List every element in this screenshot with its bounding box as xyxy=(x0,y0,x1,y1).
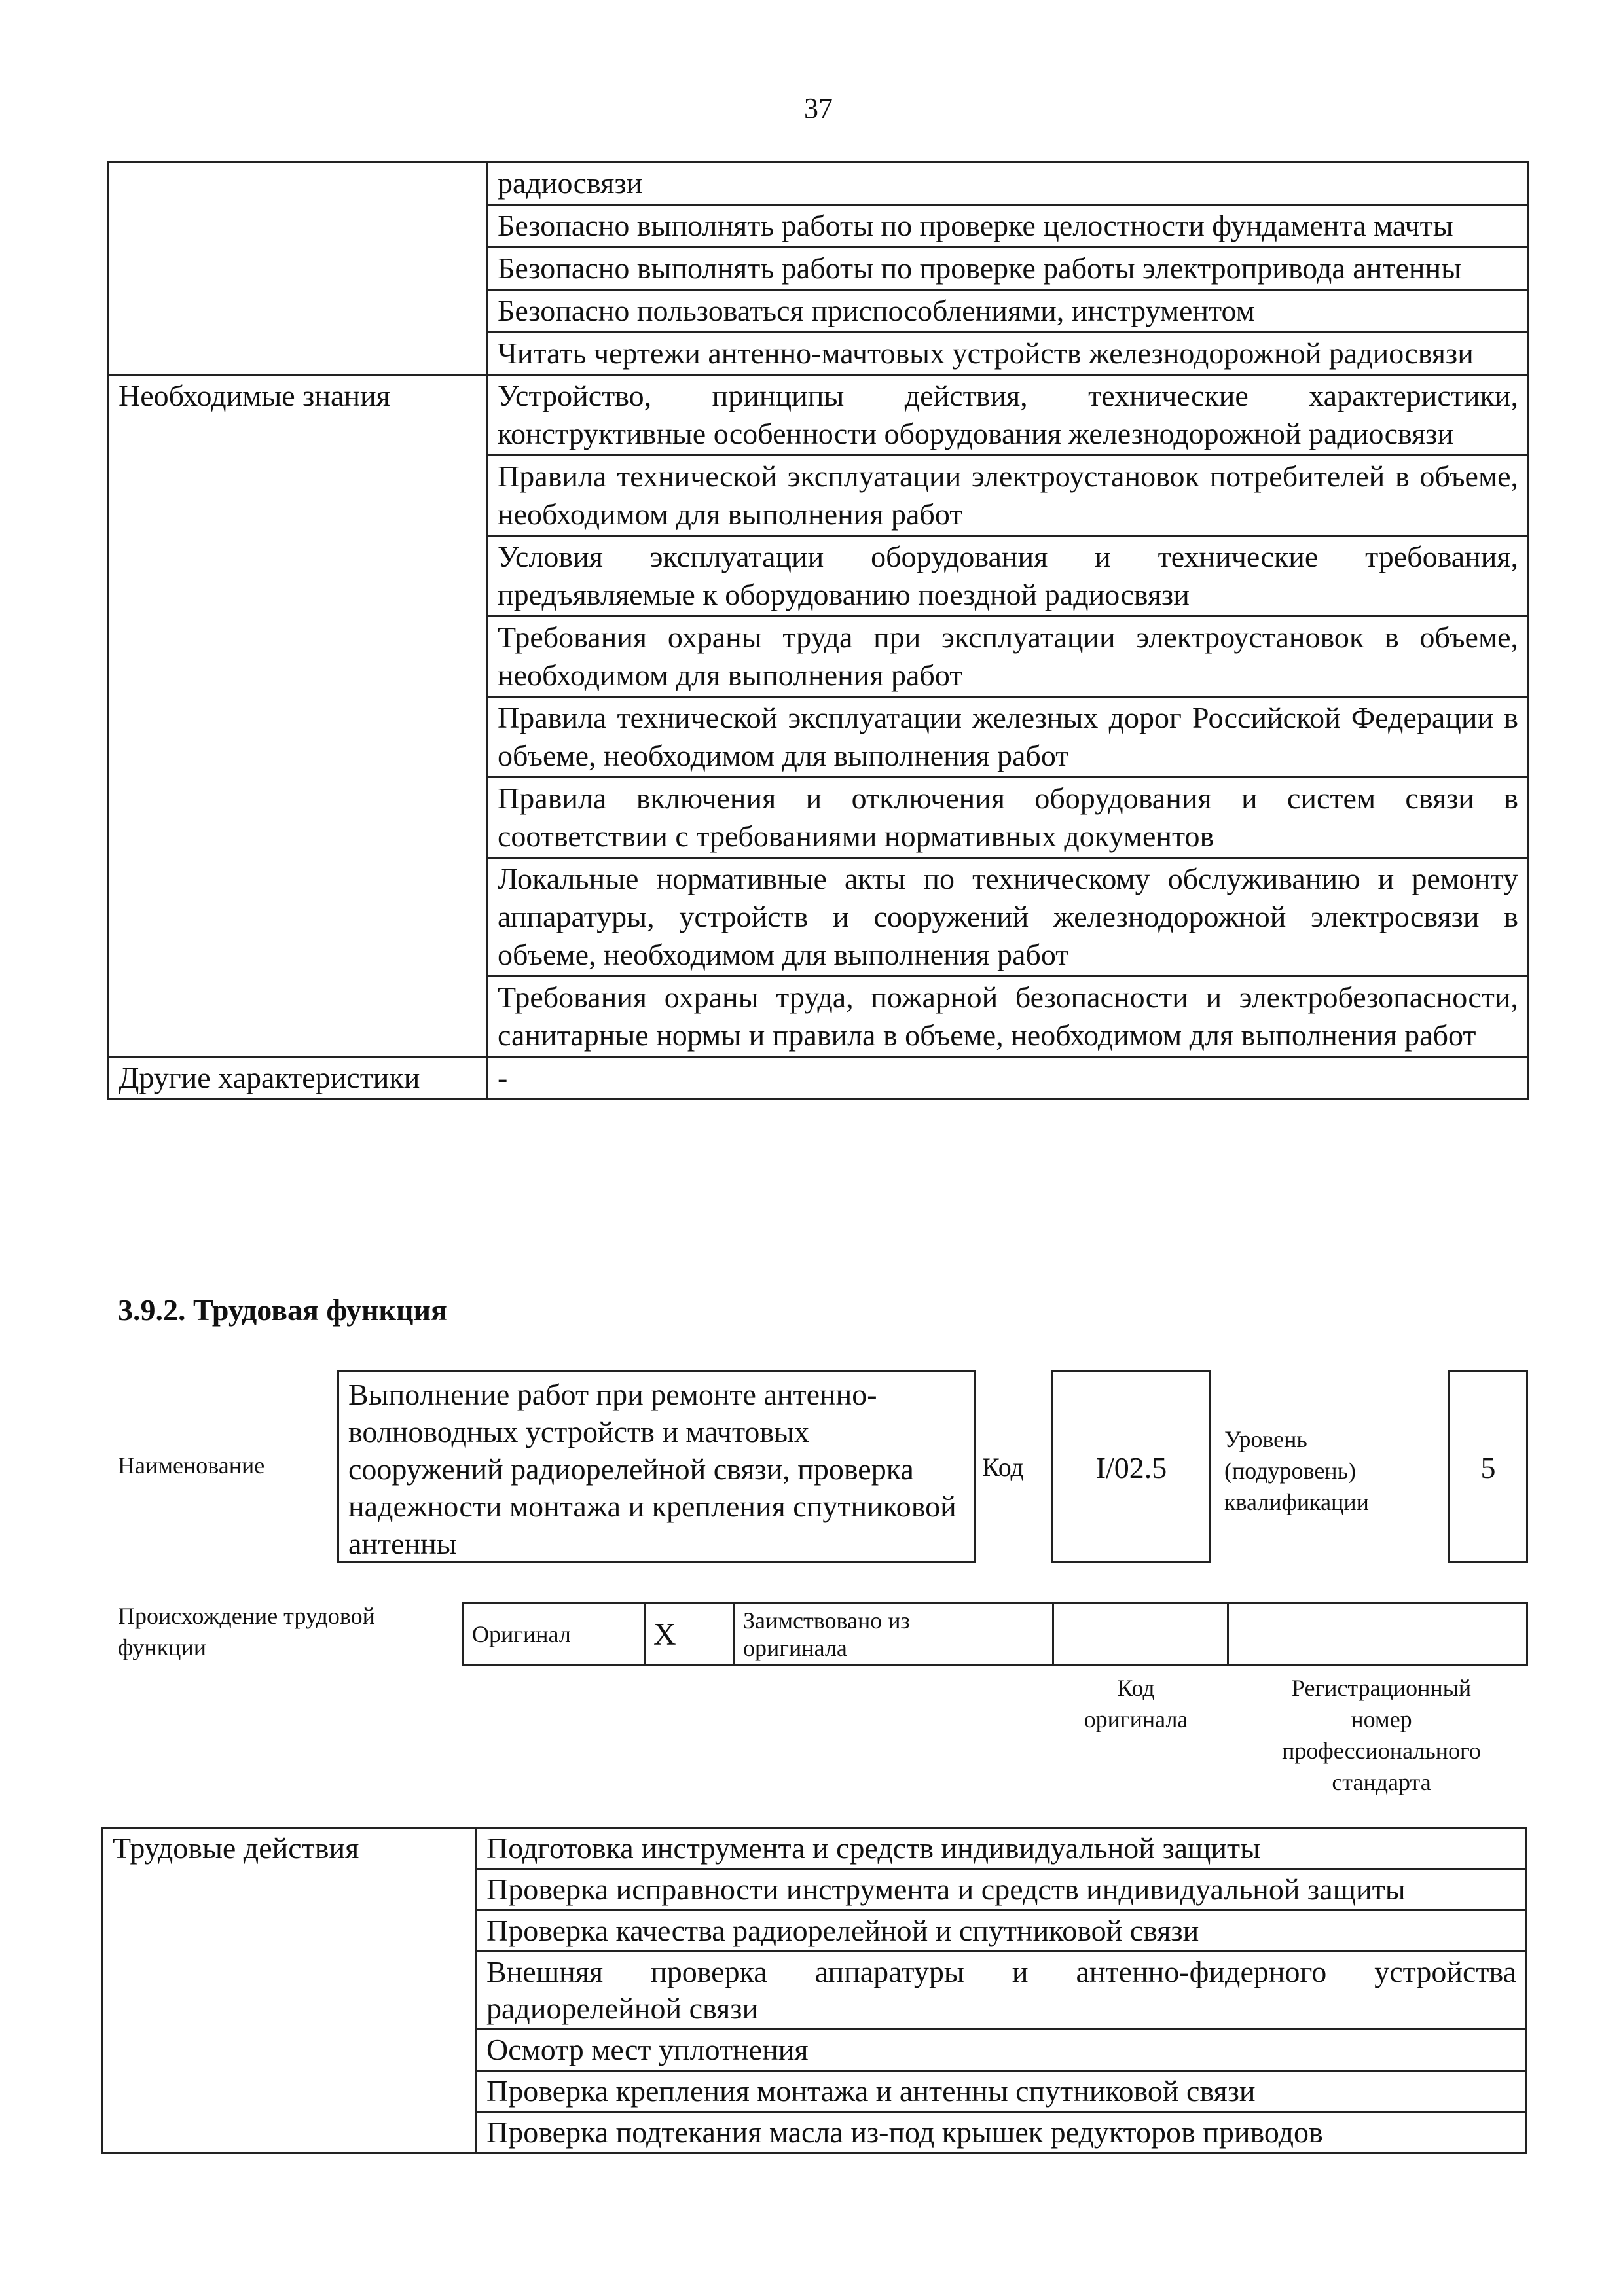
table-cell: Внешняя проверка аппаратуры и антенно-фидерного устройства радиорелейной связи xyxy=(477,1952,1527,2030)
section-heading: 3.9.2. Трудовая функция xyxy=(118,1293,447,1327)
row-label-cell xyxy=(109,162,488,375)
table-cell: Проверка качества радиорелейной и спутниковой связи xyxy=(477,1910,1527,1952)
labor-actions-table xyxy=(101,1827,1527,2154)
origin-table xyxy=(462,1602,1528,1666)
registration-caption xyxy=(1237,1672,1525,1798)
original-label-cell: Оригинал xyxy=(464,1604,645,1666)
borrowed-label-cell xyxy=(735,1604,1053,1666)
borrowed-label-line: Заимствовано из xyxy=(743,1607,910,1634)
page-number: 37 xyxy=(804,92,833,124)
level-label-line: квалификации xyxy=(1224,1489,1369,1515)
original-mark-cell: X xyxy=(645,1604,735,1666)
table-cell: Условия эксплуатации оборудования и технические требования, предъявляемые к оборудованию поездной радиосвязи xyxy=(488,536,1529,617)
code-original-caption xyxy=(1057,1672,1214,1735)
table-cell: - xyxy=(488,1057,1529,1100)
table-cell: Проверка подтекания масла из-под крышек редукторов приводов xyxy=(477,2112,1527,2153)
level-label xyxy=(1224,1424,1369,1518)
original-code-cell xyxy=(1053,1604,1228,1666)
level-label-line: (подуровень) xyxy=(1224,1458,1356,1484)
table-cell: Правила включения и отключения оборудования и систем связи в соответствии с требованиями нормативных документов xyxy=(488,778,1529,858)
table-cell: Правила технической эксплуатации железных дорог Российской Федерации в объеме, необходимом для выполнения работ xyxy=(488,697,1529,778)
code-label: Код xyxy=(982,1452,1024,1482)
origin-label xyxy=(118,1600,375,1663)
origin-label-line: Происхождение трудовой xyxy=(118,1603,375,1629)
row-label-actions: Трудовые действия xyxy=(103,1828,477,2153)
borrowed-label-line: оригинала xyxy=(743,1635,847,1661)
table-cell: Осмотр мест уплотнения xyxy=(477,2030,1527,2071)
table-cell: Проверка исправности инструмента и средств индивидуальной защиты xyxy=(477,1869,1527,1910)
skills-knowledge-table xyxy=(107,161,1529,1100)
table-row xyxy=(103,1828,1527,1869)
table-cell: Читать чертежи антенно-мачтовых устройств железнодорожной радиосвязи xyxy=(488,332,1529,375)
caption-line: оригинала xyxy=(1084,1706,1188,1732)
caption-line: стандарта xyxy=(1332,1769,1431,1795)
table-row xyxy=(109,375,1529,456)
table-cell: Локальные нормативные акты по техническому обслуживанию и ремонту аппаратуры, устройств и сооружений железнодорожной электросвязи в объеме, необходимом для выполнения работ xyxy=(488,858,1529,977)
function-name-box: Выполнение работ при ремонте антенно-волноводных устройств и мачтовых сооружений радиорелейной связи, проверка надежности монтажа и крепления спутниковой антенны xyxy=(337,1370,976,1563)
table-cell: Подготовка инструмента и средств индивидуальной защиты xyxy=(477,1828,1527,1869)
table-cell: Безопасно выполнять работы по проверке работы электропривода антенны xyxy=(488,247,1529,290)
function-code-box: I/02.5 xyxy=(1051,1370,1211,1563)
table-row xyxy=(464,1604,1527,1666)
table-cell: Проверка крепления монтажа и антенны спутниковой связи xyxy=(477,2071,1527,2112)
table-cell: Безопасно пользоваться приспособлениями, инструментом xyxy=(488,290,1529,332)
level-label-line: Уровень xyxy=(1224,1426,1307,1452)
table-row xyxy=(109,1057,1529,1100)
caption-line: номер xyxy=(1351,1706,1412,1732)
row-label-knowledge: Необходимые знания xyxy=(109,375,488,1057)
name-label: Наименование xyxy=(118,1452,265,1479)
table-cell: Устройство, принципы действия, технические характеристики, конструктивные особенности оборудования железнодорожной радиосвязи xyxy=(488,375,1529,456)
registration-number-cell xyxy=(1228,1604,1527,1666)
table-cell: Безопасно выполнять работы по проверке целостности фундамента мачты xyxy=(488,205,1529,247)
qualification-level-box: 5 xyxy=(1448,1370,1528,1563)
table-row xyxy=(109,162,1529,205)
origin-label-line: функции xyxy=(118,1634,206,1660)
caption-line: Регистрационный xyxy=(1291,1675,1472,1701)
caption-line: профессионального xyxy=(1282,1738,1481,1764)
table-cell: Требования охраны труда при эксплуатации электроустановок в объеме, необходимом для выполнения работ xyxy=(488,617,1529,697)
table-cell: Требования охраны труда, пожарной безопасности и электробезопасности, санитарные нормы и правила в объеме, необходимом для выполнения работ xyxy=(488,977,1529,1057)
row-label-other: Другие характеристики xyxy=(109,1057,488,1100)
caption-line: Код xyxy=(1117,1675,1155,1701)
table-cell: радиосвязи xyxy=(488,162,1529,205)
table-cell: Правила технической эксплуатации электроустановок потребителей в объеме, необходимом для выполнения работ xyxy=(488,456,1529,536)
